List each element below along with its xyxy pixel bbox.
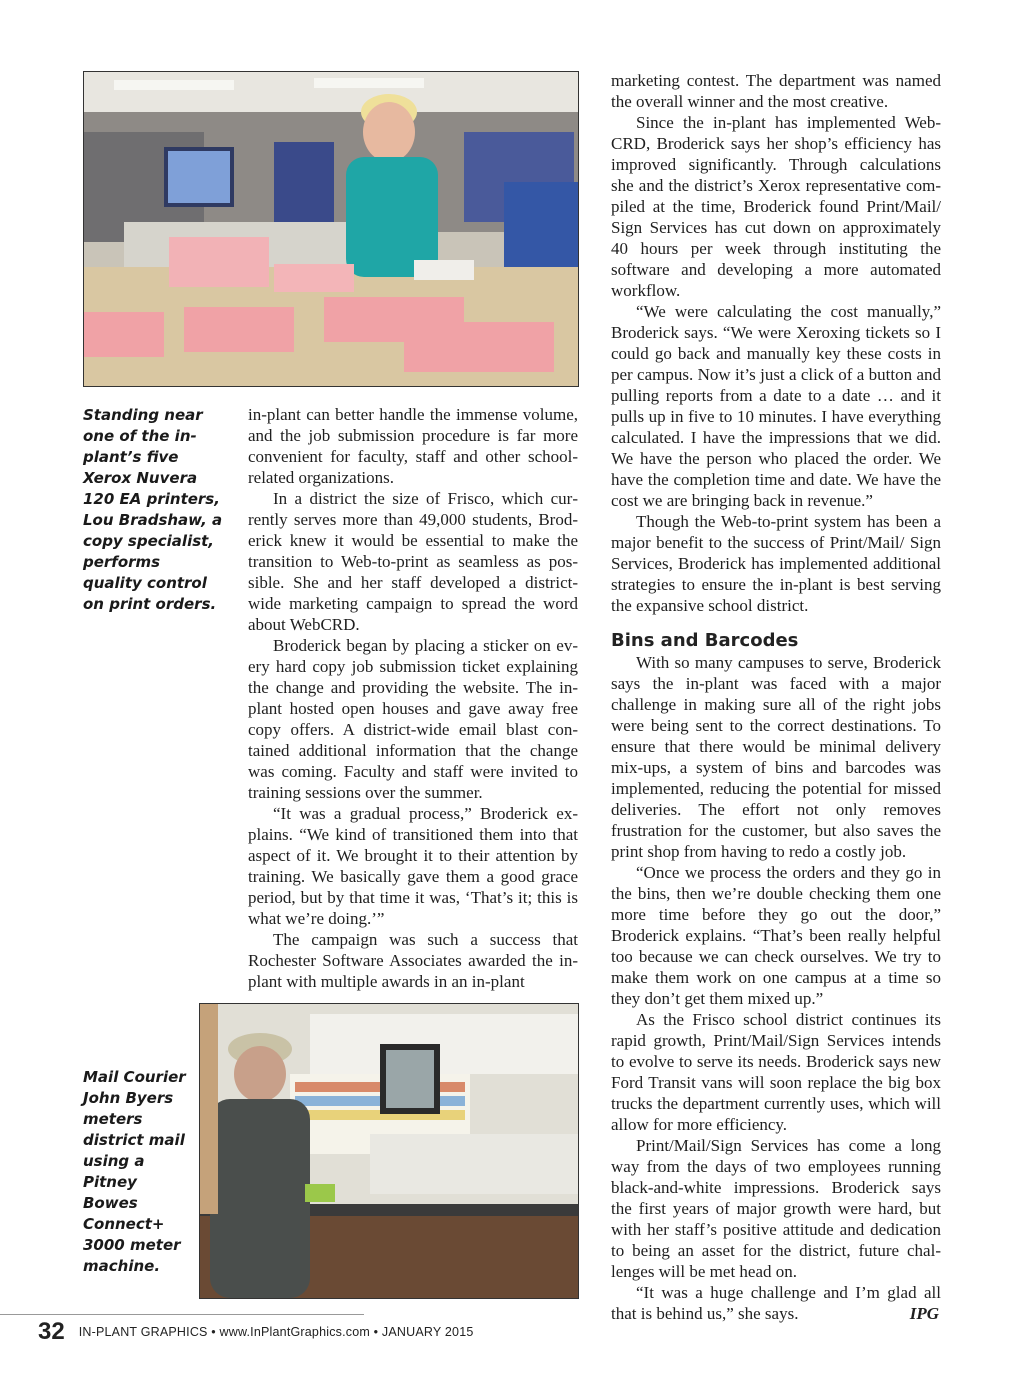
photo-illustration xyxy=(200,1004,578,1298)
paragraph: “Once we process the orders and they go in the bins, then we’re double checking them one more time before they go out the door,” Broderick explains. “That’s been really helpful too because we can check ourselves. We try to make them work on one campus at a time so they don’t get them mixed up.” xyxy=(611,863,941,1008)
paragraph: With so many campuses to serve, Broderick says the in-plant was faced with a major challenge in making sure all of the right jobs were being sent to the correct destinations. To ensure that there would be minimal delivery mix-ups, a system of bins and barcodes was implemented, reducing the potential for missed deliveries. The effort not only removes frustration for the customer, but also saves the print shop from having to redo a costly job. xyxy=(611,653,941,861)
footer-text: IN-PLANT GRAPHICS • www.InPlantGraphics.com • JANUARY 2015 xyxy=(78,1325,474,1339)
page-footer xyxy=(38,1318,474,1346)
paragraph: in-plant can better handle the immense volume, and the job submission procedure is far more convenient for faculty, staff and other school-related organizations. xyxy=(248,405,578,487)
photo-mail-courier xyxy=(199,1003,579,1299)
paragraph-final xyxy=(611,1282,941,1324)
article-column-middle xyxy=(248,404,578,992)
photo-illustration xyxy=(84,72,578,386)
paragraph: The campaign was such a success that Rochester Software Associates awarded the in-plant with multiple awards in an in-plant xyxy=(248,930,578,991)
paragraph: Print/Mail/Sign Services has come a long way from the days of two employees running black-and-white impressions. Broderick says the first years of major growth were hard, but with her staff’s positive attitude and dedication to being an asset for the district, future challenges will be met head on. xyxy=(611,1136,941,1281)
article-column-right xyxy=(611,70,941,1324)
photo-copy-specialist xyxy=(83,71,579,387)
paragraph: Since the in-plant has implemented WebCRD, Broderick says her shop’s efficiency has improved significantly. Through calculations she and the district’s Xerox representative compiled at the time, Broderick found Print/Mail/ Sign Services has cut down on approximately 40 hours per week through instituting the software and developing a more automated workflow. xyxy=(611,113,941,300)
signoff: IPG xyxy=(909,1304,939,1323)
photo-caption-bottom: Mail Courier John Byers meters district mail using a Pitney Bowes Connect+ 3000 meter machine. xyxy=(83,1068,186,1275)
paragraph: As the Frisco school district continues its rapid growth, Print/Mail/Sign Services intends to evolve to serve its needs. Broderick says new Ford Transit vans will soon replace the big box trucks the department currently uses, which will allow for more efficiency. xyxy=(611,1010,941,1134)
paragraph: “It was a gradual process,” Broderick explains. “We kind of transitioned them into that aspect of it. We brought it to their attention by training. We basically gave them a good grace period, but by that time it was, ‘That’s it; this is what we’re doing.’” xyxy=(248,804,578,928)
paragraph: “We were calculating the cost manually,” Broderick says. “We were Xeroxing tickets so I could go back and manually key these costs in per campus. Now it’s just a click of a button and pulling reports from a date to a date … and it pulls up in five to 10 minutes. I have everything calculated. I have the impressions that we did. We have the person who placed the order. We have the completion time and date. We have the cost we are bringing back in revenue.” xyxy=(611,302,941,510)
paragraph: marketing contest. The department was named the overall winner and the most creative. xyxy=(611,71,941,111)
footer-rule xyxy=(0,1314,364,1315)
paragraph: Broderick began by placing a sticker on every hard copy job submission ticket explaining the change and providing the website. The in-plant hosted open houses and gave away free copy offers. A district-wide email blast contained additional information that the change was coming. Faculty and staff were invited to training sessions over the summer. xyxy=(248,636,578,802)
photo-caption-top: Standing near one of the in-plant’s five Xerox Nuvera 120 EA printers, Lou Bradshaw, a copy specialist, performs quality control on print orders. xyxy=(83,406,223,613)
paragraph: In a district the size of Frisco, which currently serves more than 49,000 students, Broderick knew it would be essential to make the transition to Web-to-print as seamless as possible. She and her staff developed a district-wide marketing campaign to spread the word about WebCRD. xyxy=(248,489,578,634)
page-number: 32 xyxy=(38,1318,65,1345)
paragraph: Though the Web-to-print system has been a major benefit to the success of Print/Mail/ Sign Services, Broderick has implemented additional strategies to ensure the in-plant is best serving the expansive school district. xyxy=(611,512,941,615)
section-heading: Bins and Barcodes xyxy=(611,630,799,651)
paragraph-final-text: “It was a huge challenge and I’m glad all that is behind us,” she says. xyxy=(611,1283,941,1323)
